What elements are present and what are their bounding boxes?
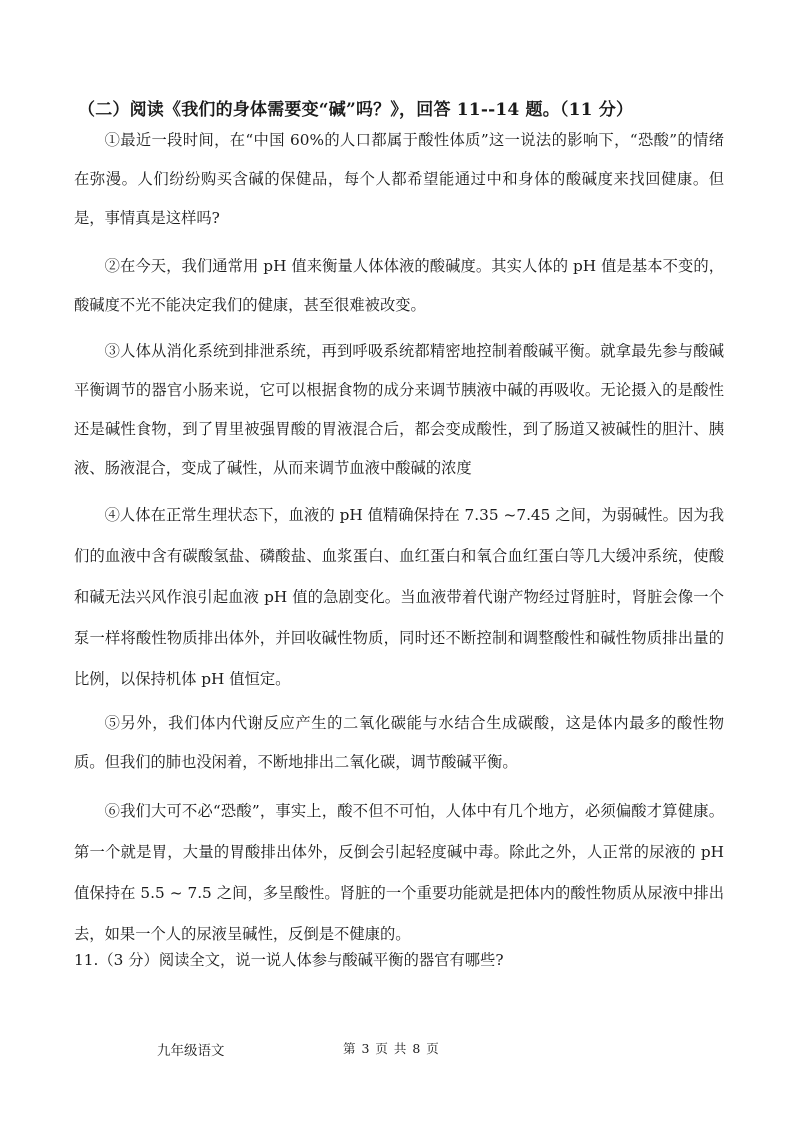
footer-subject: 九年级语文 — [157, 1043, 225, 1059]
question-11: 11.（3 分）阅读全文，说一说人体参与酸碱平衡的器官有哪些? — [74, 951, 504, 969]
paragraph-4: ④人体在正常生理状态下，血液的 pH 值精确保持在 7.35 ~7.45 之间，为弱碱性。因为我们的血液中含有碳酸氢盐、磷酸盐、血浆蛋白、血红蛋白和氧合血红蛋白等几大缓冲系统，使酸和碱无法兴风作浪引起血液 pH 值的急剧变化。当血液带着代谢产物经过肾脏时，肾脏会像一个泵一样将酸性物质排出体外，并回收碱性物质，同时还不断控制和调整酸性和碱性物质排出量的比例，以保持机体 pH 值恒定。 — [74, 506, 724, 688]
paragraph-3: ③人体从消化系统到排泄系统，再到呼吸系统都精密地控制着酸碱平衡。就拿最先参与酸碱平衡调节的器官小肠来说，它可以根据食物的成分来调节胰液中碱的再吸收。无论摄入的是酸性还是碱性食物，到了胃里被强胃酸的胃液混合后，都会变成酸性，到了肠道又被碱性的胆汁、胰液、肠液混合，变成了碱性，从而来调节血液中酸碱的浓度 — [74, 342, 724, 477]
paragraph-6: ⑥我们大可不必“恐酸”，事实上，酸不但不可怕，人体中有几个地方，必须偏酸才算健康。第一个就是胃，大量的胃酸排出体外，反倒会引起轻度碱中毒。除此之外，人正常的尿液的 pH 值保持在 5.5 ~ 7.5 之间，多呈酸性。肾脏的一个重要功能就是把体内的酸性物质从尿液中排出去，如果一个人的尿液呈碱性，反倒是不健康的。 — [74, 802, 724, 943]
paragraph-1: ①最近一段时间，在“中国 60%的人口都属于酸性体质”这一说法的影响下，“恐酸”的情绪在弥漫。人们纷纷购买含碱的保健品，每个人都希望能通过中和身体的酸碱度来找回健康。但是，事情真是这样吗? — [74, 131, 724, 227]
paragraph-5: ⑤另外，我们体内代谢反应产生的二氧化碳能与水结合生成碳酸，这是体内最多的酸性物质。但我们的肺也没闲着，不断地排出二氧化碳，调节酸碱平衡。 — [74, 714, 724, 771]
footer-page-number: 第 3 页 共 8 页 — [343, 1041, 440, 1056]
paragraph-2: ②在今天，我们通常用 pH 值来衡量人体体液的酸碱度。其实人体的 pH 值是基本不变的，酸碱度不光不能决定我们的健康，甚至很难被改变。 — [74, 257, 724, 314]
section-title: （二）阅读《我们的身体需要变“碱”吗？》，回答 11--14 题。（11 分） — [78, 100, 634, 120]
